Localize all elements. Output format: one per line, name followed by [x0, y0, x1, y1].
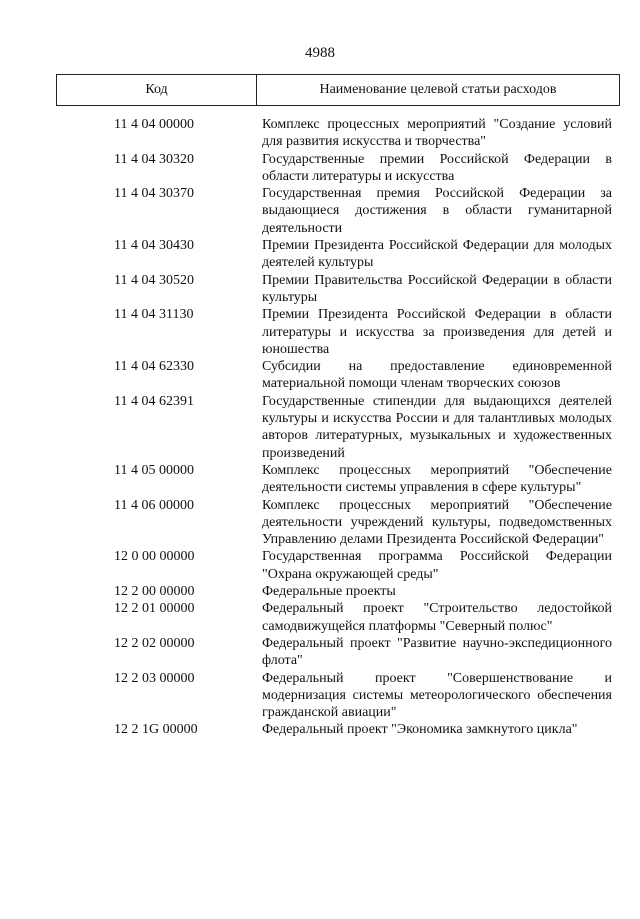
table-row — [0, 116, 640, 151]
row-name: Субсидии на предоставление единовременной материальной помощи членам творческих союзов — [262, 359, 612, 392]
row-code: 11 4 04 00000 — [114, 117, 194, 132]
row-code: 12 2 01 00000 — [114, 601, 195, 617]
row-code: 11 4 04 62330 — [114, 359, 194, 375]
row-code: 12 2 03 00000 — [114, 670, 195, 686]
row-name: Комплекс процессных мероприятий "Создание условий для развития искусства и творчества" — [262, 117, 612, 150]
table-header — [56, 74, 620, 106]
page-number: 4988 — [305, 45, 335, 61]
table-row — [0, 548, 640, 583]
table-row — [0, 358, 640, 393]
row-code: 11 4 04 31130 — [114, 307, 194, 323]
row-name: Премии Президента Российской Федерации для молодых деятелей культуры — [262, 238, 612, 271]
table-row — [0, 306, 640, 358]
table-row — [0, 393, 640, 462]
row-code: 11 4 04 30320 — [114, 151, 194, 167]
header-code: Код — [57, 75, 257, 105]
row-name: Премии Президента Российской Федерации в области литературы и искусства за произведения для детей и юношества — [262, 307, 612, 357]
row-name: Федеральный проект "Развитие научно-экспедиционного флота" — [262, 635, 612, 669]
row-code: 12 2 00 00000 — [114, 584, 195, 600]
table-body — [0, 116, 640, 739]
row-code: 11 4 04 30520 — [114, 272, 194, 288]
table-row — [0, 583, 640, 600]
row-name: Федеральный проект "Строительство ледостойкой самодвижущейся платформы "Северный полюс" — [262, 601, 612, 634]
row-name: Комплекс процессных мероприятий "Обеспечение деятельности системы управления в сфере культуры" — [262, 462, 612, 496]
row-name: Государственные премии Российской Федерации в области литературы и искусства — [262, 151, 612, 184]
table-row — [0, 635, 640, 670]
row-name: Государственные стипендии для выдающихся деятелей культуры и искусства России и для талантливых молодых авторов литературных, музыкальных и художественных произведений — [262, 393, 612, 461]
table-row — [0, 185, 640, 237]
row-code: 12 2 1G 00000 — [114, 722, 198, 738]
table-row — [0, 670, 640, 722]
row-name: Государственная премия Российской Федерации за выдающиеся достижения в области гуманитарной деятельности — [262, 186, 612, 236]
row-code: 11 4 04 30370 — [114, 186, 194, 202]
table-row — [0, 721, 640, 738]
table-row — [0, 462, 640, 497]
row-code: 12 2 02 00000 — [114, 635, 195, 651]
row-code: 11 4 05 00000 — [114, 462, 194, 478]
row-code: 11 4 06 00000 — [114, 497, 194, 513]
row-name: Комплекс процессных мероприятий "Обеспечение деятельности учреждений культуры, подведомственных Управлению делами Президента Российской Федерации" — [262, 497, 612, 548]
row-name: Федеральный проект "Совершенствование и модернизация системы метеорологического обеспечения гражданской авиации" — [262, 670, 612, 721]
header-name: Наименование целевой статьи расходов — [319, 82, 557, 97]
table-row — [0, 497, 640, 549]
row-name: Федеральные проекты — [262, 584, 396, 600]
row-name: Государственная программа Российской Федерации "Охрана окружающей среды" — [262, 549, 612, 582]
table-row — [0, 237, 640, 272]
row-code: 11 4 04 30430 — [114, 238, 194, 254]
row-name: Федеральный проект "Экономика замкнутого цикла" — [262, 722, 578, 738]
table-row — [0, 272, 640, 307]
row-code: 12 0 00 00000 — [114, 549, 195, 565]
row-code: 11 4 04 62391 — [114, 393, 194, 409]
table-row — [0, 151, 640, 186]
table-row — [0, 600, 640, 635]
row-name: Премии Правительства Российской Федерации в области культуры — [262, 272, 612, 305]
